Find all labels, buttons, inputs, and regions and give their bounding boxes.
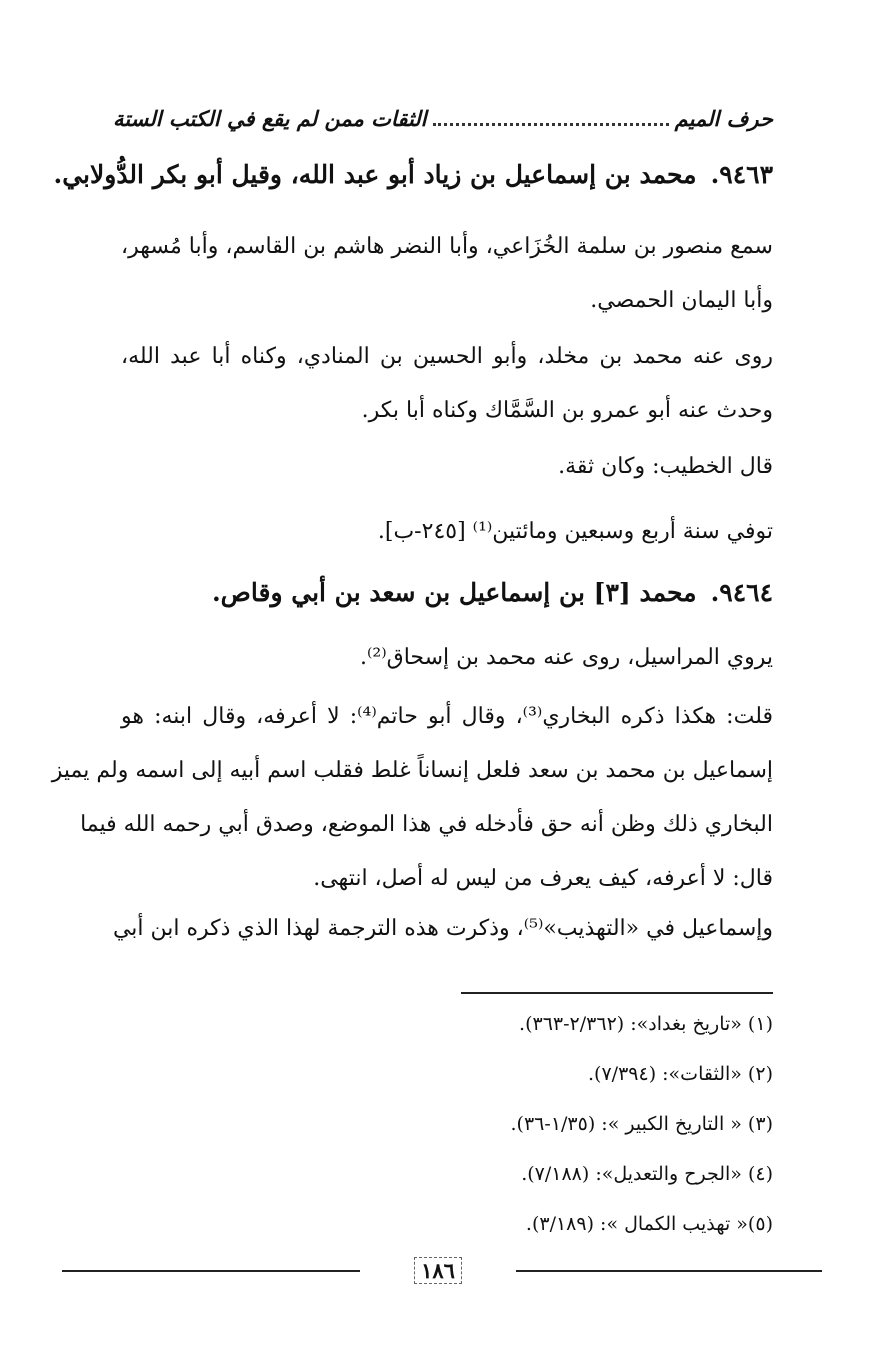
entry-title: محمد بن إسماعيل بن زياد أبو عبد الله، وقيل أبو بكر الدُّولابي. (53, 160, 697, 189)
footnote: (٢) «الثقات»: (٧/٣٩٤). (588, 1063, 773, 1085)
paragraph (121, 220, 773, 328)
text-line: إسماعيل بن محمد بن سعد فلعل إنساناً غلط فقلب اسم أبيه إلى اسمه ولم يميز (51, 758, 773, 783)
chapter-name: حرف الميم (674, 105, 773, 131)
paragraph (51, 690, 773, 906)
header-dot-leader (433, 123, 669, 126)
footnote-separator (461, 992, 773, 994)
paragraph (112, 902, 773, 956)
text-line: وإسماعيل في «التهذيب»⁽⁵⁾، وذكرت هذه الترجمة لهذا الذي ذكره ابن أبي (112, 916, 773, 941)
entry-number: ٩٤٦٤. (710, 578, 773, 607)
footer-rule-left (62, 1270, 360, 1272)
text-line: وحدث عنه أبو عمرو بن السَّمَّاك وكناه أبا بكر. (361, 398, 773, 423)
footnote: (٣) « التاريخ الكبير »: (١/٣٥-٣٦). (510, 1113, 773, 1135)
text-line: البخاري ذلك وظن أنه حق فأدخله في هذا الموضع، وصدق أبي رحمه الله فيما (80, 812, 773, 837)
text-line: وأبا اليمان الحمصي. (590, 288, 773, 313)
paragraph (121, 631, 773, 685)
footnote: (١) «تاريخ بغداد»: (٢/٣٦٢-٣٦٣). (519, 1013, 773, 1035)
paragraph (121, 440, 773, 494)
entry-heading (53, 160, 773, 189)
running-header (113, 96, 773, 140)
entry-number: ٩٤٦٣. (710, 160, 773, 189)
footnote: (٤) «الجرح والتعديل»: (٧/١٨٨). (521, 1163, 773, 1185)
page-footer (62, 1244, 822, 1294)
text-line: سمع منصور بن سلمة الخُزَاعي، وأبا النضر هاشم بن القاسم، وأبا مُسهر، (121, 234, 773, 259)
text-line: قلت: هكذا ذكره البخاري⁽³⁾، وقال أبو حاتم⁽⁴⁾: لا أعرفه، وقال ابنه: هو (121, 704, 773, 729)
text-line: قال الخطيب: وكان ثقة. (558, 454, 773, 479)
paragraph (121, 330, 773, 438)
text-line: توفي سنة أربع وسبعين ومائتين⁽¹⁾ [٢٤٥-ب]. (377, 519, 773, 544)
book-title: الثقات ممن لم يقع في الكتب الستة (113, 105, 427, 131)
footnote: (٥)« تهذيب الكمال »: (٣/١٨٩). (525, 1213, 773, 1235)
text-line: قال: لا أعرفه، كيف يعرف من ليس له أصل، انتهى. (313, 866, 773, 891)
page-number-frame (360, 1250, 516, 1290)
footer-rule-right (516, 1270, 822, 1272)
text-line: يروي المراسيل، روى عنه محمد بن إسحاق⁽²⁾. (360, 645, 773, 670)
page-number: ١٨٦ (414, 1257, 462, 1284)
entry-title: محمد [٣] بن إسماعيل بن سعد بن أبي وقاص. (211, 578, 697, 607)
entry-heading (212, 578, 773, 607)
paragraph (121, 505, 773, 559)
footnotes (273, 1004, 773, 1254)
text-line: روى عنه محمد بن مخلد، وأبو الحسين بن المنادي، وكناه أبا عبد الله، (121, 344, 773, 369)
